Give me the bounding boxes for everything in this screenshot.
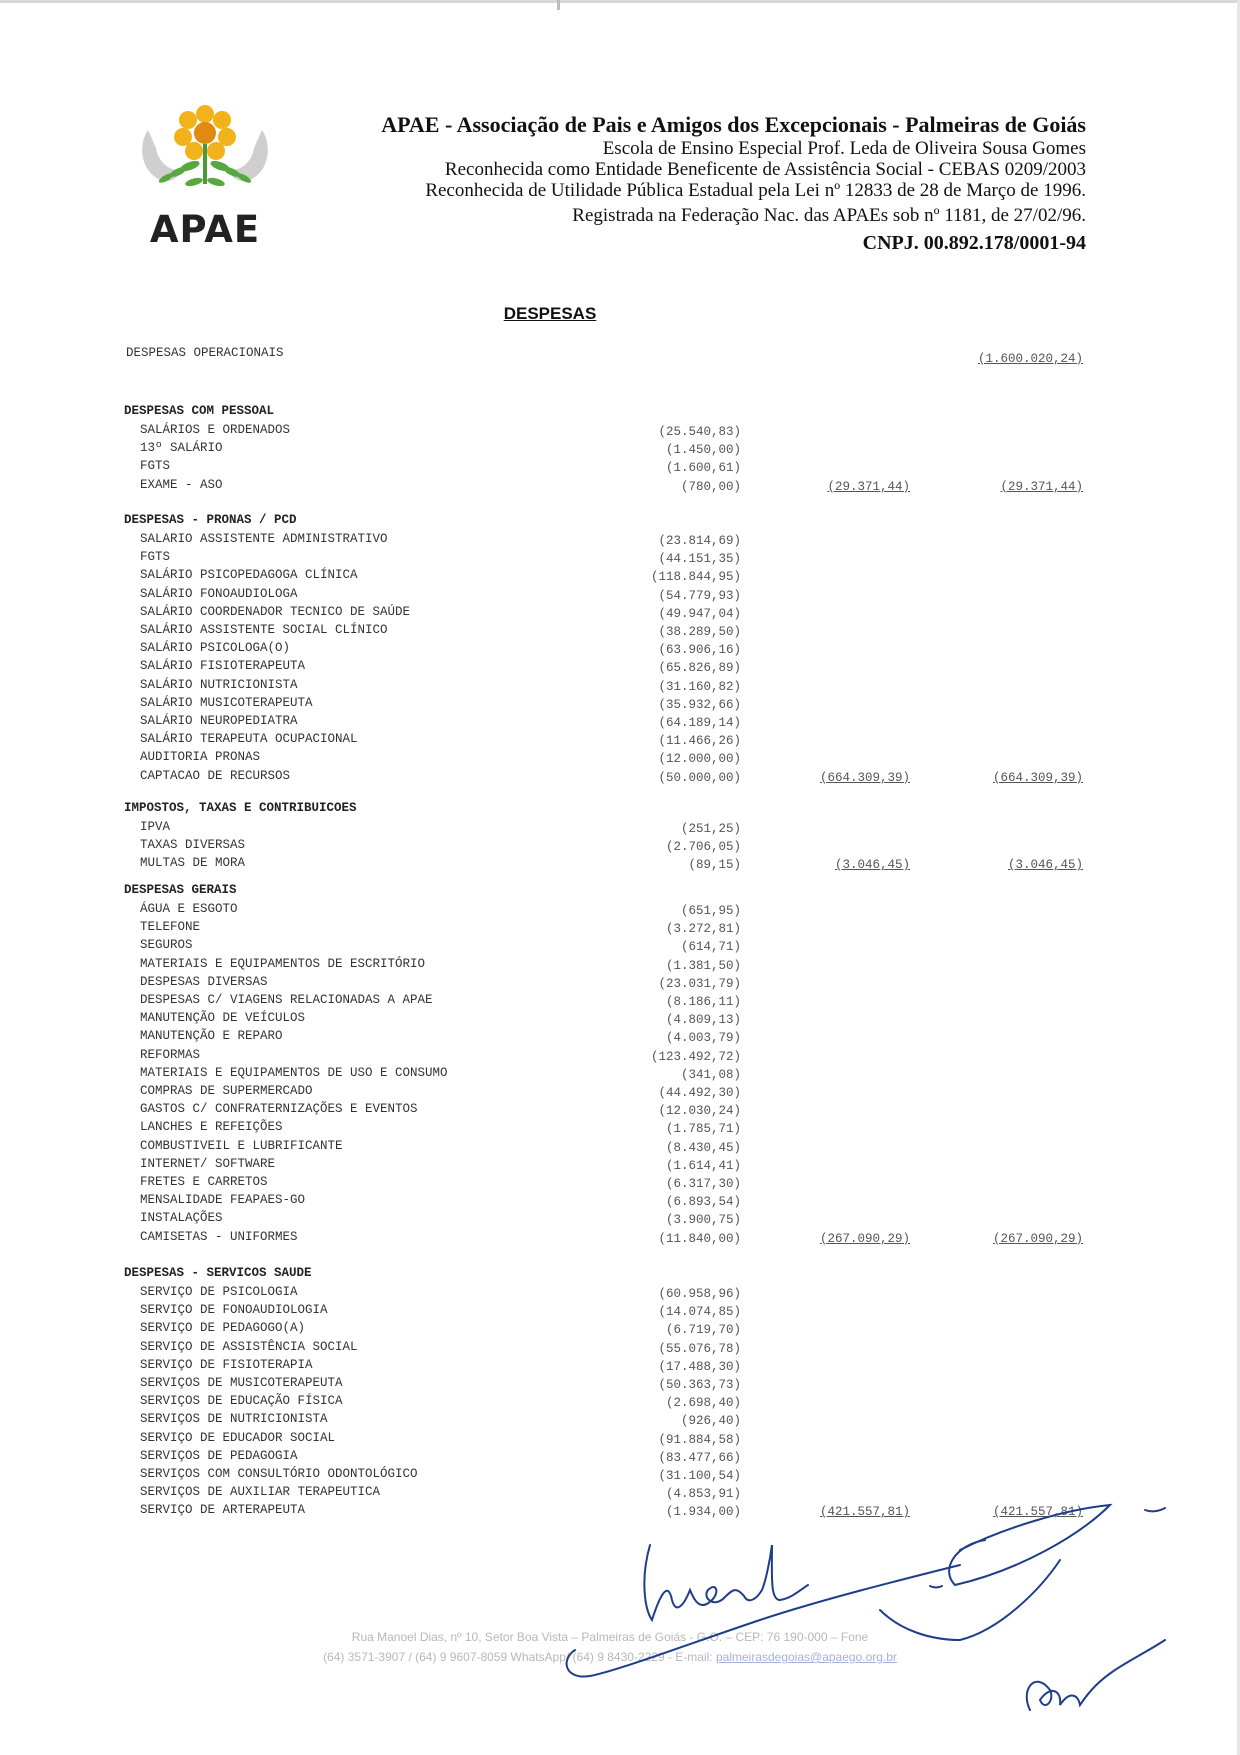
expense-item-label: SERVIÇO DE PSICOLOGIA	[140, 1285, 298, 1299]
expense-item-value: (44.151,35)	[658, 552, 741, 567]
signature-1	[644, 1545, 808, 1620]
expense-item-value: (50.363,73)	[658, 1378, 741, 1392]
expense-item-label: LANCHES E REFEIÇÕES	[140, 1120, 283, 1135]
expense-item-value: (780,00)	[680, 479, 741, 494]
expense-item-label: SERVIÇO DE PEDAGOGO(A)	[140, 1321, 306, 1336]
expense-item-value: (4.809,13)	[665, 1013, 741, 1028]
section-total: (29.371,44)	[1000, 479, 1083, 494]
expense-item-value: (2.698,40)	[665, 1396, 741, 1411]
expense-item-label: SALÁRIOS E ORDENADOS	[140, 423, 291, 437]
expense-item-label: INTERNET/ SOFTWARE	[140, 1156, 276, 1171]
expense-item-value: (11.466,26)	[658, 734, 741, 749]
expense-item-value: (65.826,89)	[658, 661, 741, 676]
cebas-line: Reconhecida como Entidade Beneficente de Assistência Social - CEBAS 0209/2003	[444, 159, 1086, 180]
expense-item-label: FGTS	[140, 550, 171, 565]
expense-item-value: (651,95)	[680, 904, 741, 918]
expense-item-value: (2.706,05)	[665, 840, 741, 855]
expense-item-value: (614,71)	[680, 940, 741, 955]
expense-item-label: SERVIÇO DE FISIOTERAPIA	[140, 1357, 313, 1372]
expense-item-label: ÁGUA E ESGOTO	[140, 902, 238, 916]
expense-item-label: SERVIÇOS DE MUSICOTERAPEUTA	[140, 1376, 343, 1390]
expense-item-label: DESPESAS DIVERSAS	[140, 974, 268, 989]
expense-item-value: (23.031,79)	[658, 976, 741, 991]
expense-item-label: SALÁRIO FISIOTERAPEUTA	[140, 659, 306, 674]
expense-item-value: (38.289,50)	[658, 625, 741, 639]
expense-item-value: (1.614,41)	[665, 1158, 741, 1173]
expense-item-label: SALARIO ASSISTENTE ADMINISTRATIVO	[140, 532, 388, 546]
expense-item-label: SERVIÇO DE ASSISTÊNCIA SOCIAL	[140, 1339, 358, 1354]
section-subtotal: (3.046,45)	[834, 858, 910, 873]
section-total: (421.557,81)	[992, 1505, 1083, 1520]
expense-item-value: (50.000,00)	[658, 770, 741, 785]
section-title: DESPESAS - SERVICOS SAUDE	[124, 1266, 312, 1280]
federation-line: Registrada na Federação Nac. das APAEs sob nº 1181, de 27/02/96.	[572, 205, 1086, 226]
expense-item-label: EXAME - ASO	[140, 477, 223, 492]
apae-flower-hands-icon	[130, 100, 280, 210]
expense-item-label: TAXAS DIVERSAS	[140, 838, 246, 853]
expense-item-label: SERVIÇO DE ARTERAPEUTA	[140, 1503, 306, 1518]
expense-item-label: SALÁRIO ASSISTENTE SOCIAL CLÍNICO	[140, 623, 388, 637]
expense-item-label: IPVA	[140, 820, 171, 834]
expense-item-label: AUDITORIA PRONAS	[140, 750, 261, 765]
expense-item-label: SALÁRIO PSICOPEDAGOGA CLÍNICA	[140, 568, 358, 583]
expense-item-label: SALÁRIO PSICOLOGA(O)	[140, 641, 291, 656]
scan-top-edge	[0, 0, 1240, 3]
expense-item-value: (251,25)	[680, 822, 741, 836]
expense-item-value: (64.189,14)	[658, 716, 741, 730]
expense-item-label: GASTOS C/ CONFRATERNIZAÇÕES E EVENTOS	[140, 1102, 418, 1117]
expense-item-label: FGTS	[140, 459, 171, 474]
expense-item-label: MATERIAIS E EQUIPAMENTOS DE ESCRITÓRIO	[140, 956, 426, 971]
expense-item-value: (60.958,96)	[658, 1287, 741, 1301]
section-total: (267.090,29)	[992, 1231, 1083, 1246]
expense-item-label: MANUTENÇÃO DE VEÍCULOS	[140, 1011, 306, 1026]
expense-item-value: (6.719,70)	[665, 1323, 741, 1338]
expense-item-value: (1.381,50)	[665, 958, 741, 973]
expense-item-label: 13º SALÁRIO	[140, 441, 223, 456]
public-utility-line: Reconhecida de Utilidade Pública Estadual pela Lei nº 12833 de 28 de Março de 1996.	[425, 180, 1086, 201]
expense-item-value: (118.844,95)	[650, 570, 741, 585]
logo-text: APAE	[149, 208, 261, 251]
expense-item-label: COMBUSTIVEIL E LUBRIFICANTE	[140, 1138, 343, 1153]
expense-item-label: SERVIÇOS DE EDUCAÇÃO FÍSICA	[140, 1394, 343, 1409]
expense-item-value: (91.884,58)	[658, 1432, 741, 1447]
school-name: Escola de Ensino Especial Prof. Leda de Oliveira Sousa Gomes	[602, 138, 1086, 159]
section-subtotal: (29.371,44)	[827, 479, 910, 494]
expense-item-value: (55.076,78)	[658, 1341, 741, 1356]
apae-logo	[130, 100, 280, 250]
section-title: IMPOSTOS, TAXAS E CONTRIBUICOES	[124, 801, 357, 815]
operacionais-label: DESPESAS OPERACIONAIS	[126, 346, 284, 360]
footer-address: Rua Manoel Dias, nº 10, Setor Boa Vista – Palmeiras de Goiás - G.O. – CEP: 76 190-000 – Fone	[351, 1630, 869, 1644]
expense-item-value: (3.900,75)	[665, 1213, 741, 1228]
section-total: (3.046,45)	[1007, 858, 1083, 873]
cnpj-line: CNPJ. 00.892.178/0001-94	[862, 232, 1086, 254]
expense-item-value: (83.477,66)	[658, 1450, 741, 1465]
footer-email-link[interactable]: palmeirasdegoias@apaego.org.br	[715, 1650, 897, 1664]
section-title: DESPESAS GERAIS	[124, 883, 237, 897]
section-subtotal: (421.557,81)	[819, 1505, 910, 1520]
expense-item-label: MATERIAIS E EQUIPAMENTOS DE USO E CONSUMO	[140, 1065, 448, 1080]
expense-item-value: (11.840,00)	[658, 1231, 741, 1246]
expense-item-label: SALÁRIO TERAPEUTA OCUPACIONAL	[140, 732, 358, 747]
footer-phones: (64) 3571-3907 / (64) 9 9607-8059 WhatsApp/ (64) 9 8430-2229 - E-mail:	[323, 1650, 713, 1664]
expense-item-label: SEGUROS	[140, 938, 193, 953]
expense-item-value: (1.450,00)	[665, 443, 741, 458]
expense-item-value: (1.600,61)	[665, 461, 741, 476]
expense-item-value: (89,15)	[688, 858, 741, 873]
section-subtotal: (664.309,39)	[819, 770, 910, 785]
expense-item-value: (35.932,66)	[658, 697, 741, 712]
org-name: APAE - Associação de Pais e Amigos dos Excepcionais - Palmeiras de Goiás	[381, 112, 1086, 137]
expense-item-value: (12.030,24)	[658, 1104, 741, 1119]
expense-item-label: SERVIÇOS DE AUXILIAR TERAPEUTICA	[140, 1485, 381, 1500]
expense-item-value: (44.492,30)	[658, 1086, 741, 1100]
expense-item-value: (17.488,30)	[658, 1359, 741, 1374]
expense-item-value: (23.814,69)	[658, 534, 741, 548]
expense-item-label: SERVIÇO DE EDUCADOR SOCIAL	[140, 1430, 336, 1445]
expense-item-value: (8.430,45)	[665, 1140, 741, 1155]
expense-item-label: SERVIÇOS DE NUTRICIONISTA	[140, 1412, 328, 1427]
expense-item-label: SALÁRIO NUTRICIONISTA	[140, 677, 298, 692]
expense-item-value: (926,40)	[680, 1414, 741, 1429]
expense-item-value: (1.934,00)	[665, 1505, 741, 1520]
expense-item-label: MANUTENÇÃO E REPARO	[140, 1029, 283, 1044]
expense-item-label: SERVIÇOS DE PEDAGOGIA	[140, 1448, 298, 1463]
section-title: DESPESAS - PRONAS / PCD	[124, 513, 297, 527]
expense-item-label: CAPTACAO DE RECURSOS	[140, 768, 291, 783]
expense-item-value: (31.100,54)	[658, 1469, 741, 1483]
expense-item-value: (54.779,93)	[658, 588, 741, 603]
expense-item-label: TELEFONE	[140, 920, 201, 935]
expense-item-value: (6.317,30)	[665, 1177, 741, 1191]
expense-item-value: (6.893,54)	[665, 1195, 741, 1210]
expense-item-label: SERVIÇO DE FONOAUDIOLOGIA	[140, 1303, 328, 1318]
expense-item-label: SALÁRIO NEUROPEDIATRA	[140, 714, 298, 728]
expense-item-value: (3.272,81)	[665, 922, 741, 937]
scan-top-mark	[557, 0, 560, 10]
expense-item-value: (4.003,79)	[665, 1031, 741, 1046]
expense-item-value: (4.853,91)	[665, 1487, 741, 1502]
expense-item-label: SERVIÇOS COM CONSULTÓRIO ODONTOLÓGICO	[140, 1467, 418, 1481]
expense-item-label: SALÁRIO FONOAUDIOLOGA	[140, 586, 298, 601]
expense-item-label: MENSALIDADE FEAPAES-GO	[140, 1193, 306, 1208]
section-subtotal: (267.090,29)	[819, 1231, 910, 1246]
expense-item-label: MULTAS DE MORA	[140, 856, 246, 871]
page-title: DESPESAS	[503, 304, 597, 323]
expense-item-label: SALÁRIO COORDENADOR TECNICO DE SAÚDE	[140, 604, 411, 619]
operacionais-total: (1.600.020,24)	[977, 352, 1083, 366]
expense-item-label: INSTALAÇÕES	[140, 1211, 223, 1226]
expense-item-label: DESPESAS C/ VIAGENS RELACIONADAS A APAE	[140, 993, 433, 1007]
expense-item-label: FRETES E CARRETOS	[140, 1175, 268, 1189]
expense-item-value: (341,08)	[680, 1067, 741, 1082]
expense-item-value: (8.186,11)	[665, 995, 741, 1009]
section-title: DESPESAS COM PESSOAL	[124, 404, 275, 418]
expense-item-label: COMPRAS DE SUPERMERCADO	[140, 1084, 313, 1098]
expense-item-value: (63.906,16)	[658, 643, 741, 658]
section-total: (664.309,39)	[992, 770, 1083, 785]
expense-item-value: (12.000,00)	[658, 752, 741, 767]
expense-item-label: REFORMAS	[140, 1047, 201, 1062]
expense-item-value: (1.785,71)	[665, 1122, 741, 1137]
expense-item-value: (31.160,82)	[658, 679, 741, 694]
expense-item-label: SALÁRIO MUSICOTERAPEUTA	[140, 695, 313, 710]
expense-item-label: CAMISETAS - UNIFORMES	[140, 1229, 298, 1244]
expense-item-value: (123.492,72)	[650, 1049, 741, 1064]
footer-contact	[130, 1650, 1090, 1664]
expense-item-value: (49.947,04)	[658, 606, 741, 621]
expense-item-value: (25.540,83)	[658, 425, 741, 439]
expense-item-value: (14.074,85)	[658, 1305, 741, 1320]
